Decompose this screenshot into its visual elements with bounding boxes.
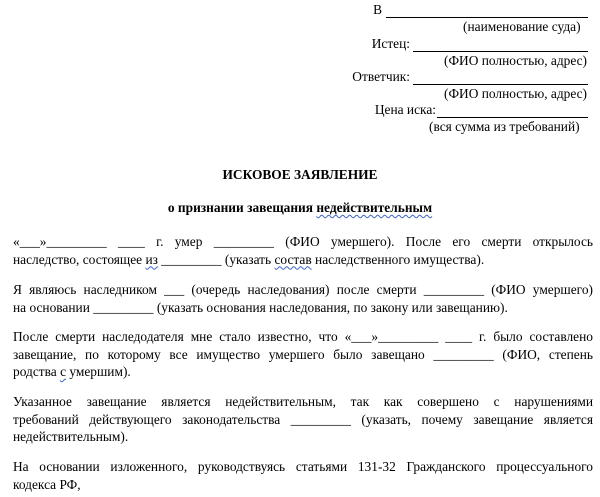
paragraph-4	[13, 393, 593, 446]
defendant-field-line[interactable]	[413, 84, 588, 85]
paragraph-1-line-1: «___»_________ ____ г. умер _________ (ФИО умершего). После его смерти открылось	[13, 234, 593, 249]
court-label: В	[373, 2, 382, 17]
document-title: ИСКОВОЕ ЗАЯВЛЕНИЕ	[222, 167, 378, 182]
paragraph-4-line-1: Указанное завещание является недействительным, так как совершено с нарушениями	[13, 394, 593, 409]
paragraph-2-line-1: Я являюсь наследником ___ (очередь наследования) после смерти _________ (ФИО умершего)	[13, 282, 593, 297]
paragraph-2-line-2: на основании _________ (указать основания наследования, по закону или завещанию).	[13, 299, 508, 315]
defendant-label: Ответчик:	[352, 69, 410, 84]
paragraph-5-line-2: кодекса РФ,	[13, 476, 81, 492]
subtitle-prefix: о признании завещания	[167, 200, 317, 215]
paragraph-5-line-1: На основании изложенного, руководствуясь статьями 131-32 Гражданского процессуального	[13, 459, 593, 474]
plaintiff-caption: (ФИО полностью, адрес)	[444, 53, 588, 68]
document-subtitle	[0, 200, 600, 216]
court-caption: (наименование суда)	[463, 19, 581, 34]
claim-value-field-line[interactable]	[437, 117, 588, 118]
defendant-caption: (ФИО полностью, адрес)	[444, 86, 588, 101]
paragraph-5	[13, 458, 593, 493]
paragraph-3-line-2: завещание, по которому все имущество умершего было завещано _________ (ФИО, степень	[13, 346, 593, 362]
spellcheck-mark: состав	[274, 251, 312, 267]
subtitle-marked-word: недействительным	[316, 200, 433, 215]
paragraph-4-line-3: недействительным).	[13, 429, 129, 444]
paragraph-2	[13, 281, 593, 316]
claim-value-caption: (вся сумма из требований)	[429, 119, 580, 134]
paragraph-3-line-1: После смерти наследодателя мне стало известно, что «___»_________ ____ г. было составлено	[13, 329, 593, 344]
spellcheck-mark: из	[145, 251, 158, 267]
plaintiff-field-line[interactable]	[413, 51, 588, 52]
paragraph-1	[13, 233, 593, 268]
paragraph-3-line-3: родства с умершим).	[13, 364, 131, 379]
spellcheck-mark: с	[60, 364, 67, 379]
paragraph-1-line-2: наследство, состоящее из _________ (указать состав наследственного имущества).	[13, 251, 485, 267]
plaintiff-label: Истец:	[371, 36, 410, 51]
paragraph-4-line-2: требований действующего законодательства _________ (указать, почему завещание является	[13, 411, 593, 427]
claim-value-label: Цена иска:	[374, 102, 436, 117]
paragraph-3	[13, 328, 593, 381]
court-field-line[interactable]	[386, 17, 588, 18]
